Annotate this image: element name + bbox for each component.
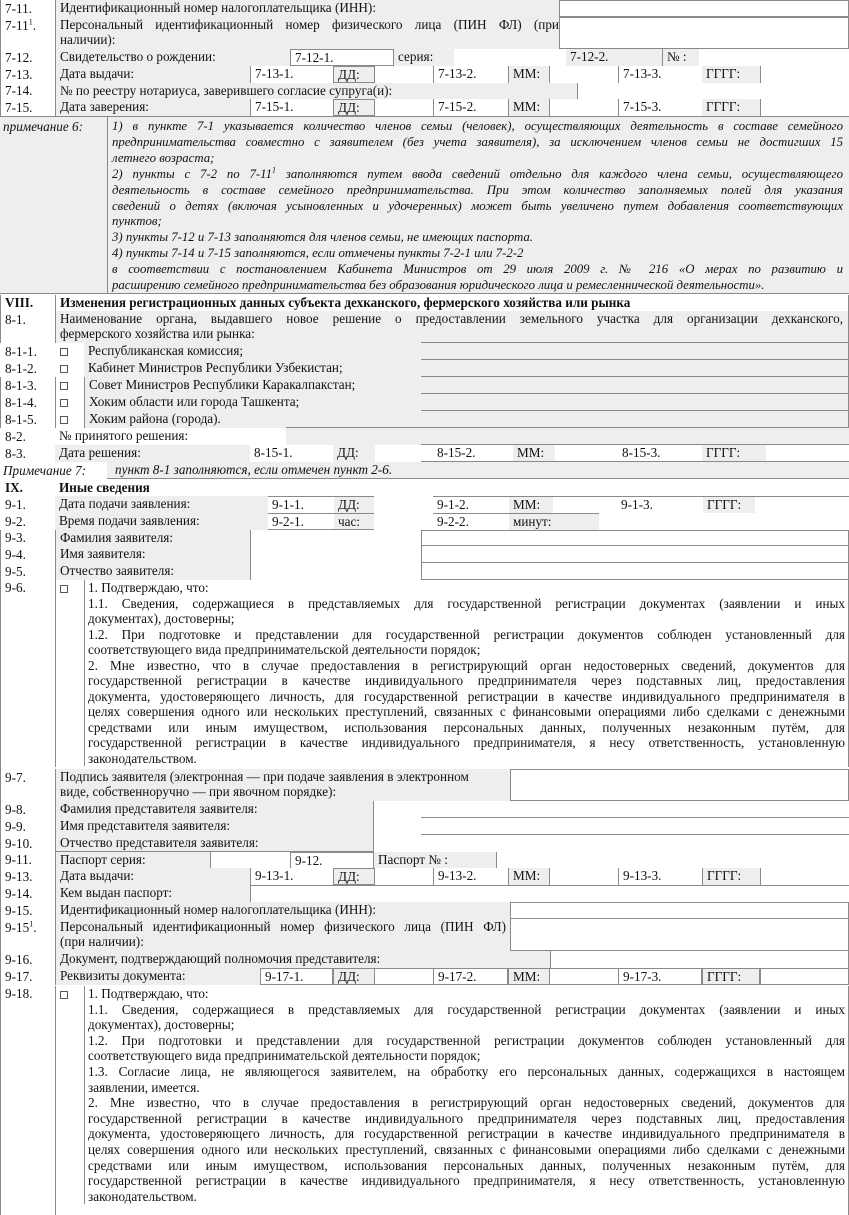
item-number: 8-1-1. <box>5 344 37 359</box>
field-code: 9-2-1. <box>268 513 334 530</box>
option-label: Совет Министров Республики Каракалпакстан; <box>84 377 849 394</box>
note-label: примечание 6: <box>3 119 84 134</box>
field-label: Фамилия представителя заявителя: <box>55 801 374 818</box>
item-number: 9-10. <box>5 836 33 851</box>
declaration-text: 1. Подтверждаю, что: 1.1. Сведения, содержащиеся в представляемых для государственной регистрации документах (заявлении и иных документах), достоверны; 1.2. При подготовки и представлении для государственной регистрации документов соблюден установленный для соответствующего вида предпринимательской деятельности порядок; 1.3. Согласие лица, не являющегося заявителем, на обработку его персональных данных, содержащихся в настоящем заявлении, имеется. 2. Мне известно, что в случае предоставления в регистрирующий орган недостоверных сведений, документов для государственной регистрации в качестве индивидуального предпринимателя через подставных лиц, предоставления документа, удостоверяющего личность, для государственной регистрации в качестве индивидуального предпринимателя в целях совершения одного или нескольких преступлений, связанных с финансовыми операциями либо сделками с денежными средствами или иным имуществом, использования персональных данных, полученных незаконным путём, для государственной регистрации в качестве индивидуального предпринимателя, я несу ответственность, установленную законодательством. <box>84 986 845 1204</box>
field-label: Персональный идентификационный номер физического лица (ПИН ФЛ) (при наличии): <box>55 17 559 49</box>
row-9-5 <box>0 563 849 580</box>
note-6 <box>0 116 849 294</box>
item-number: 9-14. <box>5 886 33 901</box>
field-label: час: <box>334 513 374 530</box>
field-code: 7-15-2. <box>433 99 508 116</box>
item-number: 9-9. <box>5 819 26 834</box>
field-label: Дата решения: <box>55 445 250 462</box>
declaration-text: 1. Подтверждаю, что: 1.1. Сведения, содержащиеся в представляемых для государственной регистрации документах (заявлении и иных документах), достоверны; 1.2. При подготовке и представлении для государственной регистрации документов соблюден установленный для соответствующего вида предпринимательской деятельности порядок; 2. Мне известно, что в случае предоставления в регистрирующий орган недостоверных сведений, документов для государственной регистрации в качестве индивидуального предпринимателя через подставных лиц, предоставления документа, удостоверяющего личность, для государственной регистрации в качестве индивидуального предпринимателя в целях совершения одного или нескольких преступлений, связанных с финансовыми операциями либо сделками с денежными средствами или иным имуществом, использования персональных данных, полученных незаконным путём, для государственной регистрации в качестве индивидуального предпринимателя, я несу ответственность, установленную законодательством. <box>84 580 845 766</box>
authority-document-input[interactable] <box>550 951 849 968</box>
field-label: Время подачи заявления: <box>55 513 268 530</box>
month-input[interactable] <box>550 868 618 885</box>
field-label: Реквизиты документа: <box>55 968 260 985</box>
item-number: $7-11^1$. <box>5 17 36 33</box>
field-label: № принятого решения: <box>59 428 189 443</box>
field-label: ГГГГ: <box>702 99 760 116</box>
field-label: № : <box>662 49 699 66</box>
divider <box>0 0 1 116</box>
item-number: $9-15^1$. <box>5 919 37 935</box>
section-8-header <box>0 295 849 311</box>
row-9-13 <box>0 868 849 885</box>
divider <box>250 530 251 580</box>
field-code: 9-1-1. <box>268 496 334 513</box>
field-code: 8-15-1. <box>254 445 293 460</box>
checkbox[interactable] <box>60 348 68 356</box>
field-code: 7-12-2. <box>566 49 662 66</box>
field-code: 8-15-3. <box>622 445 661 460</box>
row-9-17 <box>0 968 849 985</box>
field-label: ГГГГ: <box>702 868 760 885</box>
row-7-11 <box>0 0 849 17</box>
issued-by-input[interactable] <box>250 885 849 902</box>
item-number: 8-1-5. <box>5 412 37 427</box>
field-code: 7-13-1. <box>250 66 333 83</box>
rep-surname-input[interactable] <box>421 801 849 818</box>
row-9-15 <box>0 902 849 919</box>
option-8-1-4[interactable] <box>0 394 849 411</box>
item-number: 7-11. <box>5 1 32 16</box>
item-number: 9-4. <box>5 547 26 562</box>
section-9-header <box>0 480 849 496</box>
rep-patronymic-input[interactable] <box>421 835 849 852</box>
field-label: ГГГГ: <box>702 445 766 462</box>
row-8-1 <box>0 311 849 343</box>
field-label: № по реестру нотариуса, заверившего согласие супруга(и): <box>55 83 577 99</box>
certificate-series-input[interactable] <box>454 49 566 66</box>
field-label: Паспорт № : <box>374 852 496 868</box>
field-label: Идентификационный номер налогоплательщика (ИНН): <box>55 902 510 919</box>
field-label: ММ: <box>508 868 550 885</box>
divider <box>0 295 1 343</box>
row-9-15-1 <box>0 919 849 951</box>
row-7-15 <box>0 99 849 116</box>
item-number: 8-1-3. <box>5 378 37 393</box>
year-input[interactable] <box>760 868 849 885</box>
field-code: 9-13-3. <box>618 868 702 885</box>
item-number: 9-2. <box>5 514 26 529</box>
option-8-1-2[interactable] <box>0 360 849 377</box>
row-9-7 <box>0 769 849 801</box>
row-7-12 <box>0 49 849 66</box>
checkbox[interactable] <box>60 382 68 390</box>
option-label: Кабинет Министров Республики Узбекистан; <box>84 360 849 377</box>
row-9-18 <box>0 986 849 1215</box>
divider <box>55 377 56 428</box>
month-input[interactable] <box>550 968 618 985</box>
day-input[interactable] <box>375 868 433 885</box>
item-number: 8-1. <box>5 312 26 327</box>
field-code: 9-17-3. <box>618 968 702 985</box>
item-number: 7-12. <box>5 50 33 65</box>
field-label: Имя заявителя: <box>55 546 250 563</box>
item-number: 7-14. <box>5 83 33 98</box>
day-input[interactable] <box>375 99 433 116</box>
row-7-11-1 <box>0 17 849 49</box>
field-label: Кем выдан паспорт: <box>55 885 250 902</box>
item-number: 9-11. <box>5 852 32 867</box>
pin-input[interactable] <box>559 17 849 49</box>
field-code: 7-15-1. <box>250 99 333 116</box>
field-label: ММ: <box>513 445 555 462</box>
item-number: 8-1-4. <box>5 395 37 410</box>
field-label: Подпись заявителя (электронная — при подаче заявления в электронном виде, собственноручно — при явочном порядке): <box>55 769 510 801</box>
row-7-14 <box>0 83 849 99</box>
checkbox[interactable] <box>60 416 68 424</box>
field-code: 9-2-2. <box>433 513 509 530</box>
field-label: Дата выдачи: <box>55 66 250 83</box>
year-input[interactable] <box>760 968 849 985</box>
row-9-9 <box>0 818 849 835</box>
item-number: 8-2. <box>5 429 26 444</box>
certificate-number-input[interactable] <box>699 49 849 66</box>
item-number: 9-5. <box>5 564 26 579</box>
item-number: 9-18. <box>5 986 33 1001</box>
day-input[interactable] <box>375 66 433 83</box>
checkbox[interactable] <box>60 365 68 373</box>
surname-input[interactable] <box>421 530 849 546</box>
section-number: IX. <box>5 480 23 495</box>
field-label: Дата подачи заявления: <box>55 496 268 513</box>
field-label: Имя представителя заявителя: <box>55 818 374 835</box>
divider <box>55 986 56 1215</box>
item-number: 9-6. <box>5 580 26 595</box>
field-label: ДД: <box>333 445 375 462</box>
hour-input[interactable] <box>374 513 433 530</box>
field-label: Дата выдачи: <box>55 868 250 885</box>
field-label: Наименование органа, выдавшего новое решение о предоставлении земельного участка для организации дехканского, фермерского хозяйства или рынка: <box>55 311 849 343</box>
divider <box>0 377 1 428</box>
item-number: 9-16. <box>5 952 33 967</box>
field-label: минут: <box>509 513 599 530</box>
row-9-3 <box>0 530 849 546</box>
field-label: Дата заверения: <box>55 99 250 116</box>
field-code: 9-12. <box>290 852 374 869</box>
field-label: Отчество заявителя: <box>55 563 250 580</box>
decision-number-input[interactable] <box>286 428 849 445</box>
year-input[interactable] <box>766 445 849 462</box>
field-label: ГГГГ: <box>703 496 755 513</box>
confirm-checkbox[interactable] <box>60 991 68 999</box>
note-text: 1) в пункте 7-1 указывается количество членов семьи (человек), осуществляющих деятельность в составе семейного предпринимательства совместно с заявителем (без учета заявителя), за исключением членов семьи не достигших 15 летнего возраста; 2) пункты с 7-2 по $7-11^1$ заполняются путем ввода сведений отдельно для каждого члена семьи, осуществляющего деятельность в составе семейного предпринимательства. При этом количество заполняемых полей для указания сведений о детях (включая усыновленных и удочеренных) может быть увеличено путем добавления соответствующих пунктов; 3) пункты 7-12 и 7-13 заполняются для членов семьи, не имеющих паспорта. 4) пункты 7-14 и 7-15 заполняются, если отмечены пункты 7-2-1 или 7-2-2 в соответствии с постановлением Кабинета Министров от 29 июля 2009 г. № 216 «О мерах по развитию и расширению семейного предпринимательства без образования юридического лица и ремесленнической деятельности». <box>107 117 845 293</box>
field-label: ГГГГ: <box>702 968 760 985</box>
confirm-checkbox[interactable] <box>60 585 68 593</box>
signature-input[interactable] <box>510 769 849 801</box>
row-9-6 <box>0 580 849 767</box>
row-9-11 <box>0 852 849 868</box>
field-label: Отчество представителя заявителя: <box>55 835 374 852</box>
note-label: Примечание 7: <box>3 463 86 478</box>
day-input[interactable] <box>375 968 433 985</box>
option-8-1-3[interactable] <box>0 377 849 394</box>
field-label: серия: <box>394 49 454 66</box>
field-label: ДД: <box>333 66 375 83</box>
row-9-1 <box>0 496 849 513</box>
field-label: ДД: <box>333 99 375 116</box>
field-label: Фамилия заявителя: <box>55 530 250 546</box>
year-input[interactable] <box>755 496 849 513</box>
day-input[interactable] <box>375 445 433 462</box>
field-label: Свидетельство о рождении: <box>55 49 290 66</box>
note-text: пункт 8-1 заполняются, если отмечен пункт 2-6. <box>107 462 849 479</box>
month-input[interactable] <box>550 99 618 116</box>
month-input[interactable] <box>555 445 618 462</box>
row-9-14 <box>0 885 849 902</box>
item-number: 9-7. <box>5 770 26 785</box>
rep-inn-input[interactable] <box>510 902 849 919</box>
field-code: 7-12-1. <box>290 49 394 66</box>
field-label: Персональный идентификационный номер физического лица (ПИН ФЛ) (при наличии): <box>55 919 510 951</box>
row-9-16 <box>0 951 849 968</box>
field-label: ММ: <box>508 66 550 83</box>
row-9-2 <box>0 513 849 530</box>
field-label: ММ: <box>508 99 550 116</box>
field-code: 7-13-2. <box>433 66 508 83</box>
month-input[interactable] <box>553 496 617 513</box>
item-number: 9-3. <box>5 530 26 545</box>
patronymic-input[interactable] <box>421 563 849 580</box>
field-label: Документ, подтверждающий полномочия представителя: <box>55 951 550 968</box>
item-number: 9-1. <box>5 497 26 512</box>
row-9-4 <box>0 546 849 563</box>
field-label: ГГГГ: <box>702 66 760 83</box>
day-input[interactable] <box>374 496 433 513</box>
field-label: ММ: <box>508 968 550 985</box>
item-number: 9-8. <box>5 802 26 817</box>
note-7 <box>0 462 849 479</box>
field-label: Паспорт серия: <box>55 852 210 868</box>
field-code: 9-13-1. <box>250 868 333 885</box>
option-label: Хоким области или города Ташкента; <box>84 394 849 411</box>
field-code: 7-13-3. <box>618 66 702 83</box>
row-9-8 <box>0 801 849 818</box>
rep-pin-input[interactable] <box>510 919 849 951</box>
rep-name-input[interactable] <box>421 818 849 835</box>
row-8-2 <box>0 428 849 445</box>
item-number: 8-1-2. <box>5 361 37 376</box>
row-7-13 <box>0 66 849 83</box>
item-number: 8-3. <box>5 446 26 461</box>
field-label: ДД: <box>333 968 375 985</box>
field-label: ДД: <box>333 868 375 885</box>
year-input[interactable] <box>760 66 849 83</box>
field-code: 9-1-3. <box>617 496 703 513</box>
section-title: Изменения регистрационных данных субъекта дехканского, фермерского хозяйства или рынка <box>55 295 849 311</box>
passport-number-input[interactable] <box>496 852 849 868</box>
month-input[interactable] <box>550 66 618 83</box>
option-label: Хоким района (города). <box>84 411 849 428</box>
row-9-10 <box>0 835 849 852</box>
row-8-3 <box>0 445 849 462</box>
item-number: 9-17. <box>5 969 33 984</box>
section-title: Иные сведения <box>59 480 150 495</box>
item-number: 9-15. <box>5 903 33 918</box>
inn-input[interactable] <box>559 0 849 17</box>
divider <box>55 580 56 767</box>
field-label: Идентификационный номер налогоплательщика (ИНН): <box>55 0 559 17</box>
passport-series-input[interactable] <box>210 852 290 868</box>
item-number: 7-15. <box>5 100 33 115</box>
field-code: 9-13-2. <box>433 868 508 885</box>
field-label: ММ: <box>509 496 553 513</box>
notary-register-input[interactable] <box>577 83 849 99</box>
option-8-1-5[interactable] <box>0 411 849 428</box>
option-label: Республиканская комиссия; <box>84 343 849 360</box>
field-code: 9-17-1. <box>260 968 333 985</box>
section-number: VIII. <box>5 295 34 310</box>
checkbox[interactable] <box>60 399 68 407</box>
field-code: 7-15-3. <box>618 99 702 116</box>
year-input[interactable] <box>760 99 849 116</box>
field-code: 8-15-2. <box>437 445 476 460</box>
item-number: 7-13. <box>5 67 33 82</box>
field-code: 9-17-2. <box>433 968 508 985</box>
field-code: 9-1-2. <box>433 496 509 513</box>
divider <box>107 478 849 479</box>
option-8-1-1[interactable] <box>0 343 849 360</box>
minute-input[interactable] <box>599 513 849 530</box>
field-label: ДД: <box>334 496 374 513</box>
name-input[interactable] <box>421 546 849 563</box>
item-number: 9-13. <box>5 869 33 884</box>
